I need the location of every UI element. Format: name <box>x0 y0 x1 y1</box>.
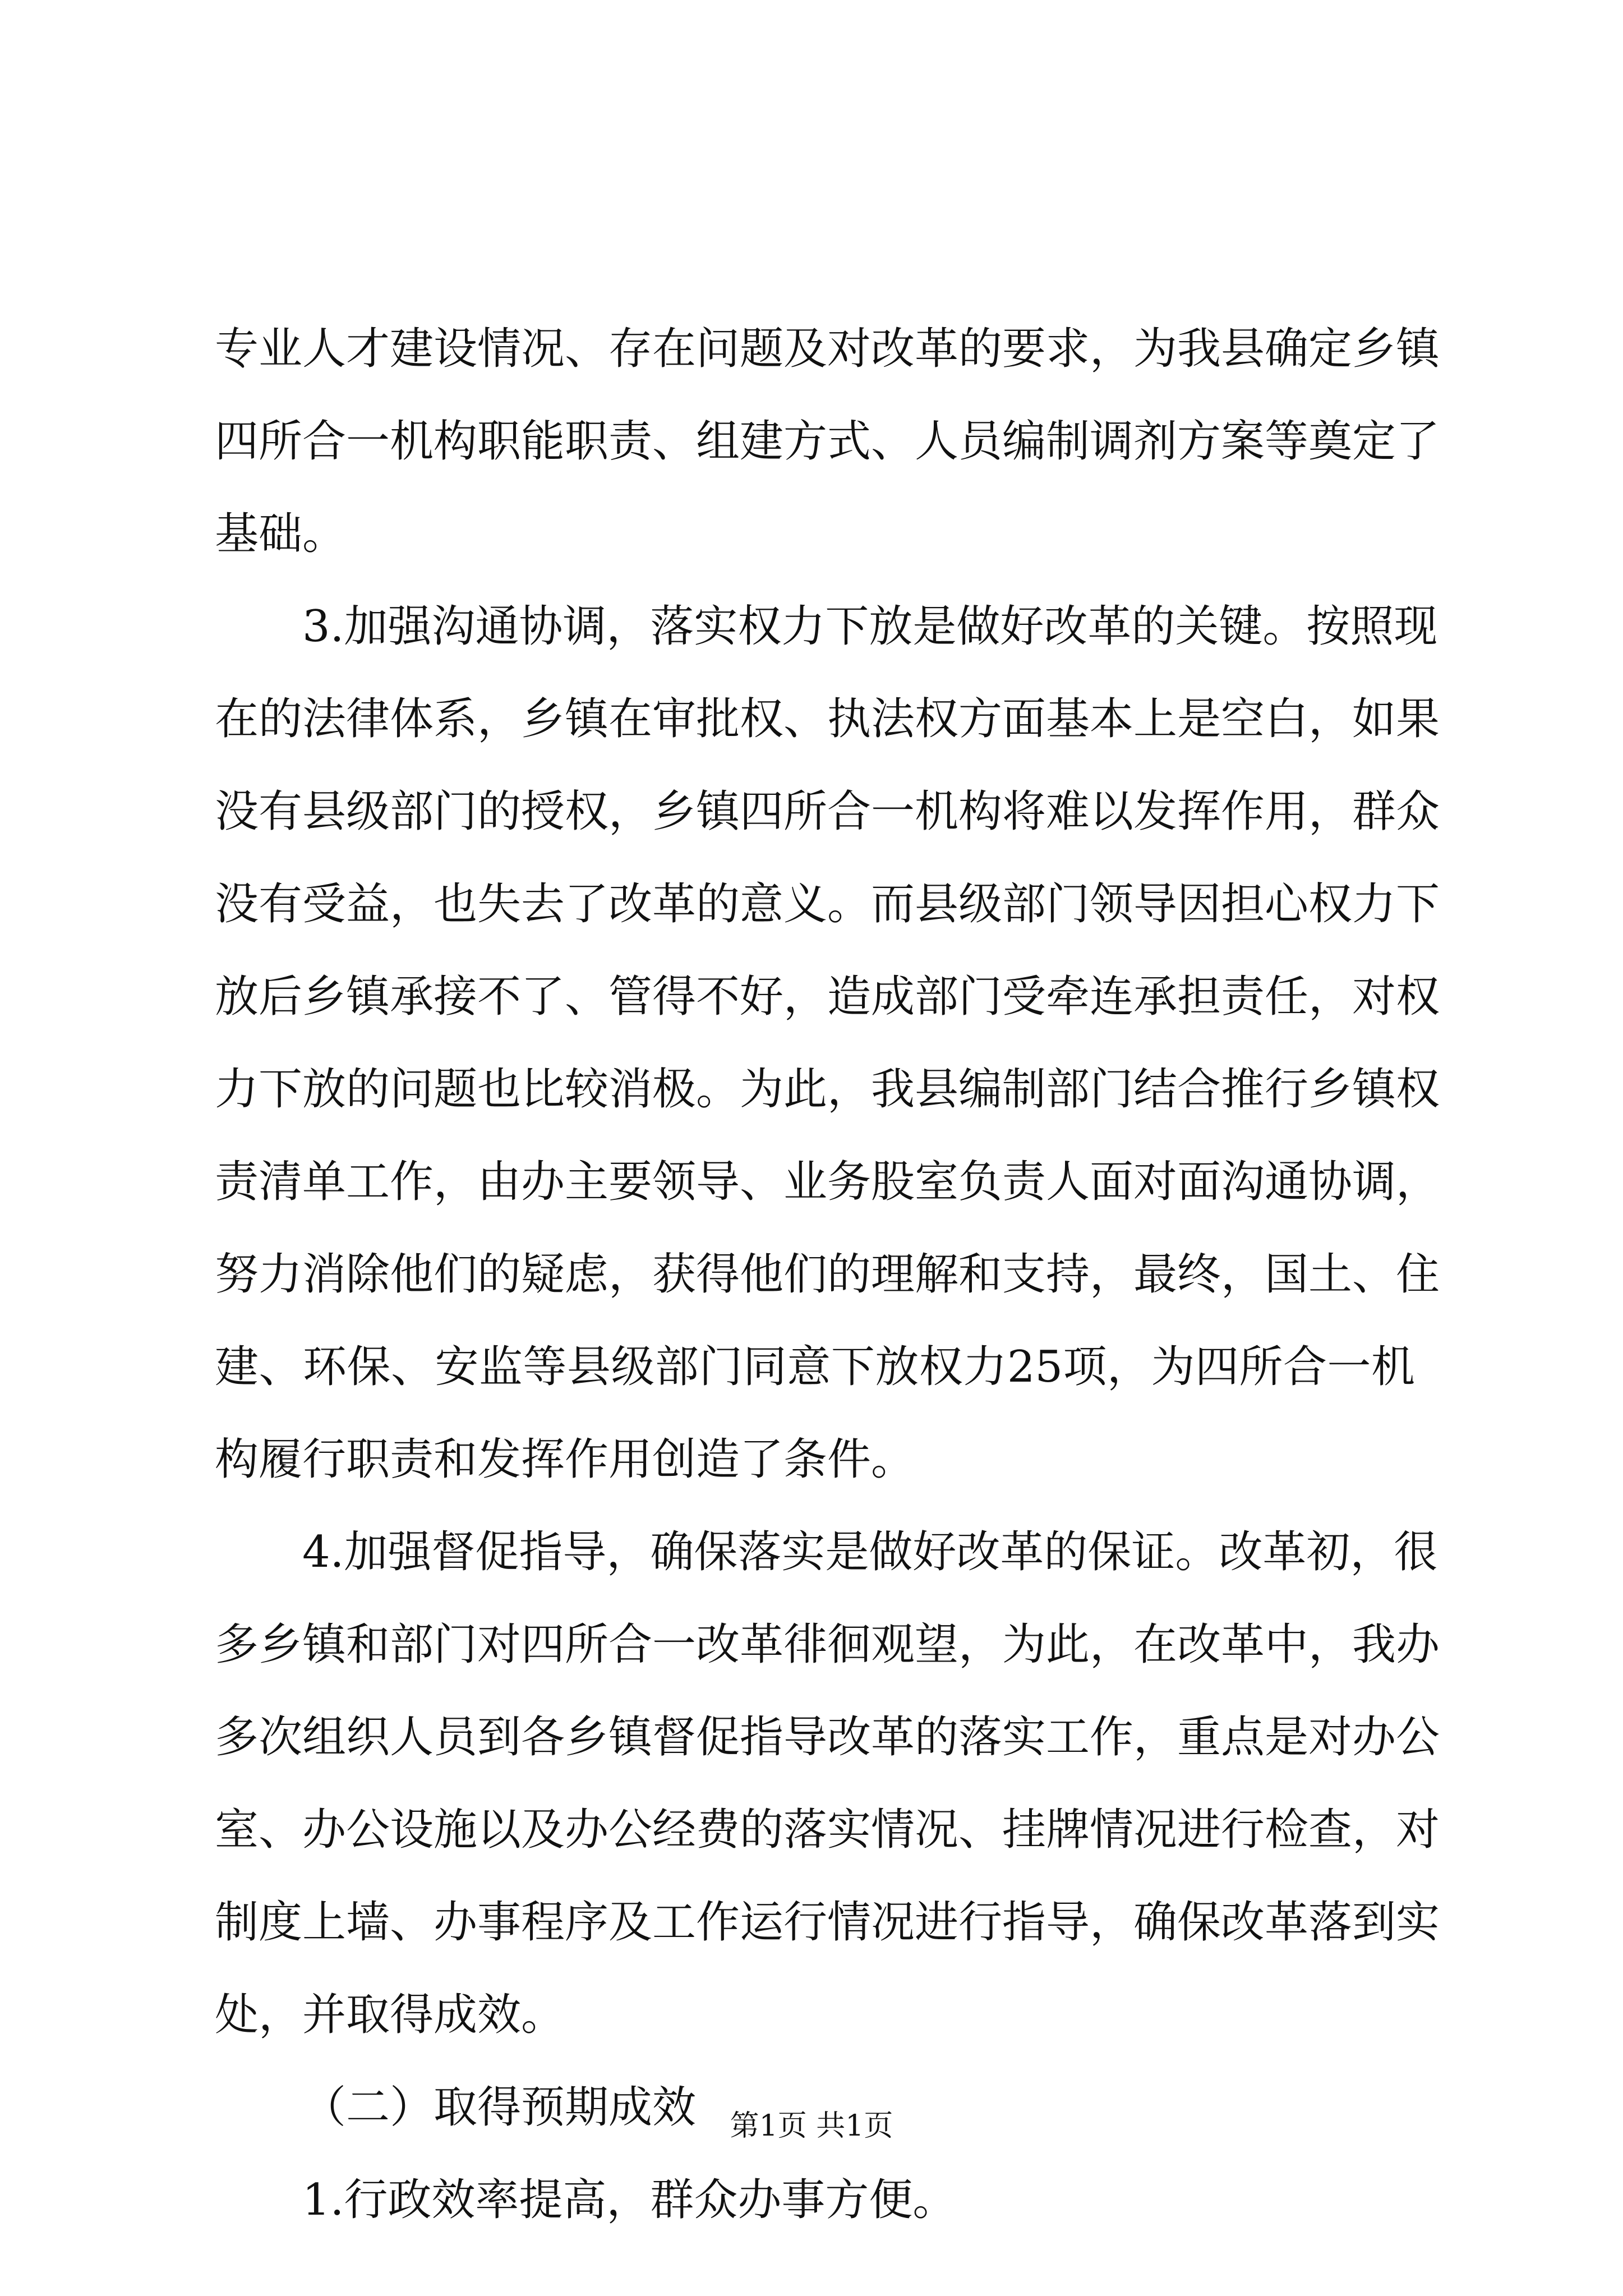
text-line: 没有县级部门的授权，乡镇四所合一机构将难以发挥作用，群众 <box>215 786 1440 837</box>
text-line: 四所合一机构职能职责、组建方式、人员编制调剂方案等奠定了 <box>215 416 1440 467</box>
text-line: 多乡镇和部门对四所合一改革徘徊观望，为此，在改革中，我办 <box>215 1619 1440 1670</box>
text-line: 责清单工作，由办主要领导、业务股室负责人面对面沟通协调， <box>215 1157 1440 1207</box>
text-line: 没有受益，也失去了改革的意义。而县级部门领导因担心权力下 <box>215 879 1440 930</box>
text-line: 基础。 <box>215 509 347 559</box>
paragraph-start-line: 4.加强督促指导，确保落实是做好改革的保证。改革初，很 <box>302 1527 1438 1577</box>
text-line: 在的法律体系，乡镇在审批权、执法权方面基本上是空白，如果 <box>215 694 1440 744</box>
text-line: 制度上墙、办事程序及工作运行情况进行指导，确保改革落到实 <box>215 1897 1440 1948</box>
text-line: 努力消除他们的疑虑，获得他们的理解和支持，最终，国土、住 <box>215 1249 1440 1300</box>
paragraph-start-line: 3.加强沟通协调，落实权力下放是做好改革的关键。按照现 <box>302 601 1438 652</box>
body-text <box>215 303 1440 2247</box>
text-line: 处，并取得成效。 <box>215 1990 565 2040</box>
section-heading: （二）取得预期成效 <box>302 2082 697 2133</box>
text-line: 室、办公设施以及办公经费的落实情况、挂牌情况进行检查，对 <box>215 1805 1440 1855</box>
text-line: 放后乡镇承接不了、管得不好，造成部门受牵连承担责任，对权 <box>215 972 1440 1022</box>
text-line: 建、环保、安监等县级部门同意下放权力25项，为四所合一机 <box>215 1342 1415 1392</box>
text-line: 力下放的问题也比较消极。为此，我县编制部门结合推行乡镇权 <box>215 1064 1440 1115</box>
paragraph-start-line: 1.行政效率提高，群众办事方便。 <box>302 2175 957 2225</box>
text-line: 专业人才建设情况、存在问题及对改革的要求，为我县确定乡镇 <box>215 324 1440 374</box>
text-line: 多次组织人员到各乡镇督促指导改革的落实工作，重点是对办公 <box>215 1712 1440 1763</box>
page-footer: 第1页 共1页 <box>730 2109 893 2143</box>
text-line: 构履行职责和发挥作用创造了条件。 <box>215 1434 915 1485</box>
